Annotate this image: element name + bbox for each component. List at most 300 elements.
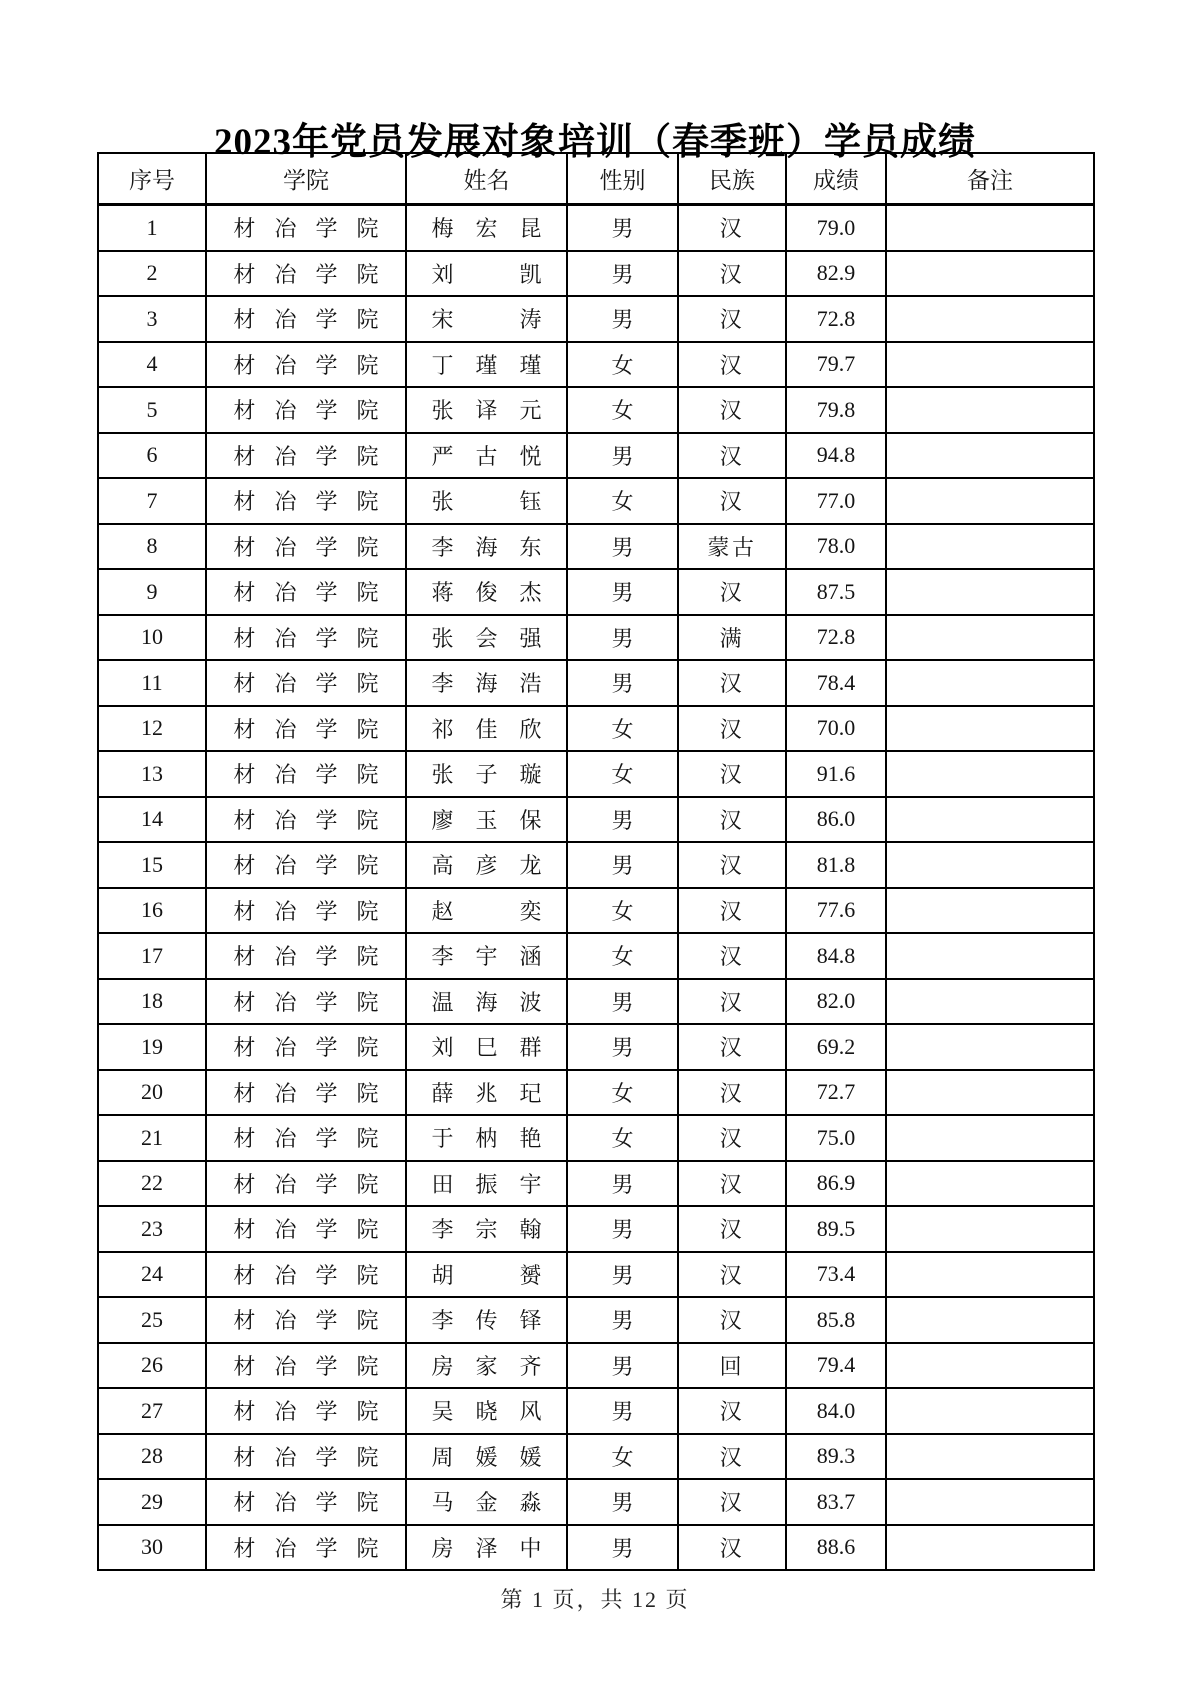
- scores-table: [97, 152, 1095, 1571]
- cell-name: [406, 1252, 567, 1298]
- table-row: [98, 1297, 1094, 1343]
- cell-score: [786, 1525, 886, 1571]
- table-row: [98, 660, 1094, 706]
- cell-score: [786, 1479, 886, 1525]
- cell-college: [206, 1115, 406, 1161]
- cell-no: 11: [98, 660, 206, 706]
- cell-no: 15: [98, 842, 206, 888]
- cell-remark: [886, 842, 1094, 888]
- cell-remark: [886, 933, 1094, 979]
- cell-ethnicity: [678, 797, 786, 843]
- cell-remark: [886, 1024, 1094, 1070]
- cell-gender: 男: [567, 433, 678, 479]
- cell-name: [406, 1297, 567, 1343]
- cell-ethnicity: [678, 1388, 786, 1434]
- cell-name: [406, 933, 567, 979]
- cell-score: [786, 569, 886, 615]
- cell-remark: [886, 615, 1094, 661]
- spread-text: 田 振 宇: [431, 1171, 542, 1197]
- cell-score: [786, 478, 886, 524]
- spread-text: 材 冶 学 院: [233, 1308, 379, 1334]
- spread-text: 材 冶 学 院: [233, 1035, 379, 1061]
- cell-college: [206, 433, 406, 479]
- spread-text: 梅 宏 昆: [431, 216, 542, 242]
- spread-text: 严 古 悦: [431, 443, 542, 469]
- spread-text: 薛 兆 玘: [431, 1080, 542, 1106]
- spread-text: 李 海 东: [431, 534, 542, 560]
- cell-name: [406, 1161, 567, 1207]
- cell-name: [406, 1024, 567, 1070]
- spread-text: 宋 涛: [431, 307, 542, 333]
- cell-score: [786, 1388, 886, 1434]
- cell-no: 7: [98, 478, 206, 524]
- cell-ethnicity: [678, 751, 786, 797]
- cell-no: 6: [98, 433, 206, 479]
- cell-ethnicity: [678, 842, 786, 888]
- spread-text: 材 冶 学 院: [233, 671, 379, 697]
- cell-name: [406, 205, 567, 251]
- spread-text: 胡 赟: [431, 1262, 542, 1288]
- table-row: [98, 251, 1094, 297]
- cell-college: [206, 569, 406, 615]
- score-text: 89.3: [816, 1443, 856, 1469]
- score-text: 87.5: [816, 578, 856, 604]
- score-text: 94.8: [816, 442, 856, 468]
- cell-no: 28: [98, 1434, 206, 1480]
- cell-college: [206, 524, 406, 570]
- cell-name: [406, 1115, 567, 1161]
- table-row: [98, 433, 1094, 479]
- cell-college: [206, 1525, 406, 1571]
- score-text: 79.0: [816, 214, 856, 240]
- cell-name: [406, 1525, 567, 1571]
- cell-no: 24: [98, 1252, 206, 1298]
- cell-gender: 男: [567, 1297, 678, 1343]
- score-text: 73.4: [816, 1261, 856, 1287]
- cell-college: [206, 1297, 406, 1343]
- spread-text: 温 海 波: [431, 989, 542, 1015]
- cell-gender: 女: [567, 1434, 678, 1480]
- cell-remark: [886, 706, 1094, 752]
- spread-text: 丁 瑾 瑾: [431, 352, 542, 378]
- cell-college: [206, 615, 406, 661]
- score-text: 69.2: [816, 1033, 856, 1059]
- score-text: 84.8: [816, 942, 856, 968]
- ethnicity-text: 汉: [719, 307, 745, 333]
- spread-text: 材 冶 学 院: [233, 1217, 379, 1243]
- ethnicity-text: 汉: [719, 398, 745, 424]
- ethnicity-text: 汉: [719, 1126, 745, 1152]
- column-header-6: 备注: [886, 153, 1094, 205]
- spread-text: 材 冶 学 院: [233, 1353, 379, 1379]
- page-title: 2023年党员发展对象培训（春季班）学员成绩: [214, 121, 976, 163]
- spread-text: 吴 晓 风: [431, 1399, 542, 1425]
- cell-no: 26: [98, 1343, 206, 1389]
- spread-text: 材 冶 学 院: [233, 807, 379, 833]
- ethnicity-text: 蒙古: [707, 534, 757, 560]
- table-row: [98, 1070, 1094, 1116]
- ethnicity-text: 汉: [719, 1308, 745, 1334]
- column-header-3: 性别: [567, 153, 678, 205]
- cell-remark: [886, 660, 1094, 706]
- cell-no: 5: [98, 387, 206, 433]
- cell-ethnicity: [678, 979, 786, 1025]
- table-row: [98, 1388, 1094, 1434]
- ethnicity-text: 汉: [719, 352, 745, 378]
- cell-gender: 女: [567, 1115, 678, 1161]
- cell-score: [786, 706, 886, 752]
- cell-no: 10: [98, 615, 206, 661]
- cell-name: [406, 797, 567, 843]
- cell-ethnicity: [678, 478, 786, 524]
- cell-ethnicity: [678, 296, 786, 342]
- cell-ethnicity: [678, 615, 786, 661]
- score-text: 86.9: [816, 1170, 856, 1196]
- cell-college: [206, 660, 406, 706]
- cell-name: [406, 1343, 567, 1389]
- cell-ethnicity: [678, 1525, 786, 1571]
- cell-gender: 女: [567, 478, 678, 524]
- cell-gender: 男: [567, 842, 678, 888]
- cell-score: [786, 979, 886, 1025]
- cell-remark: [886, 569, 1094, 615]
- spread-text: 周 媛 媛: [431, 1444, 542, 1470]
- cell-remark: [886, 1206, 1094, 1252]
- cell-no: 20: [98, 1070, 206, 1116]
- cell-gender: 男: [567, 979, 678, 1025]
- cell-name: [406, 251, 567, 297]
- ethnicity-text: 回: [719, 1353, 745, 1379]
- score-text: 79.4: [816, 1352, 856, 1378]
- cell-score: [786, 615, 886, 661]
- cell-remark: [886, 1525, 1094, 1571]
- table-row: [98, 615, 1094, 661]
- ethnicity-text: 汉: [719, 443, 745, 469]
- table-row: [98, 1525, 1094, 1571]
- spread-text: 材 冶 学 院: [233, 534, 379, 560]
- cell-college: [206, 933, 406, 979]
- cell-name: [406, 888, 567, 934]
- cell-gender: 男: [567, 1343, 678, 1389]
- cell-ethnicity: [678, 1252, 786, 1298]
- table-row: [98, 1206, 1094, 1252]
- cell-no: 17: [98, 933, 206, 979]
- score-text: 75.0: [816, 1124, 856, 1150]
- cell-score: [786, 205, 886, 251]
- cell-college: [206, 842, 406, 888]
- cell-no: 27: [98, 1388, 206, 1434]
- table-row: [98, 478, 1094, 524]
- cell-name: [406, 751, 567, 797]
- cell-remark: [886, 1161, 1094, 1207]
- cell-ethnicity: [678, 1434, 786, 1480]
- ethnicity-text: 汉: [719, 261, 745, 287]
- table-row: [98, 842, 1094, 888]
- spread-text: 李 传 铎: [431, 1308, 542, 1334]
- cell-no: 22: [98, 1161, 206, 1207]
- ethnicity-text: 汉: [719, 1535, 745, 1561]
- ethnicity-text: 汉: [719, 1262, 745, 1288]
- score-text: 70.0: [816, 715, 856, 741]
- cell-remark: [886, 433, 1094, 479]
- cell-score: [786, 842, 886, 888]
- spread-text: 高 彦 龙: [431, 853, 542, 879]
- cell-score: [786, 433, 886, 479]
- spread-text: 材 冶 学 院: [233, 580, 379, 606]
- cell-remark: [886, 1343, 1094, 1389]
- table-row: [98, 979, 1094, 1025]
- cell-name: [406, 433, 567, 479]
- score-text: 83.7: [816, 1488, 856, 1514]
- cell-score: [786, 296, 886, 342]
- table-row: [98, 706, 1094, 752]
- cell-name: [406, 387, 567, 433]
- cell-score: [786, 1297, 886, 1343]
- cell-ethnicity: [678, 1070, 786, 1116]
- spread-text: 材 冶 学 院: [233, 762, 379, 788]
- table-row: [98, 296, 1094, 342]
- ethnicity-text: 汉: [719, 1171, 745, 1197]
- cell-ethnicity: [678, 342, 786, 388]
- cell-college: [206, 251, 406, 297]
- ethnicity-text: 汉: [719, 671, 745, 697]
- ethnicity-text: 汉: [719, 1217, 745, 1243]
- cell-no: 12: [98, 706, 206, 752]
- cell-score: [786, 660, 886, 706]
- cell-college: [206, 205, 406, 251]
- cell-ethnicity: [678, 1343, 786, 1389]
- cell-college: [206, 1479, 406, 1525]
- score-text: 89.5: [816, 1215, 856, 1241]
- spread-text: 材 冶 学 院: [233, 443, 379, 469]
- cell-remark: [886, 524, 1094, 570]
- spread-text: 材 冶 学 院: [233, 216, 379, 242]
- cell-gender: 男: [567, 797, 678, 843]
- cell-no: 13: [98, 751, 206, 797]
- cell-gender: 男: [567, 1479, 678, 1525]
- spread-text: 材 冶 学 院: [233, 989, 379, 1015]
- cell-ethnicity: [678, 660, 786, 706]
- ethnicity-text: 汉: [719, 1399, 745, 1425]
- score-text: 79.8: [816, 396, 856, 422]
- cell-college: [206, 706, 406, 752]
- cell-name: [406, 1206, 567, 1252]
- cell-name: [406, 706, 567, 752]
- cell-college: [206, 1161, 406, 1207]
- cell-no: 29: [98, 1479, 206, 1525]
- cell-name: [406, 342, 567, 388]
- ethnicity-text: 汉: [719, 762, 745, 788]
- cell-ethnicity: [678, 888, 786, 934]
- cell-remark: [886, 751, 1094, 797]
- cell-gender: 男: [567, 569, 678, 615]
- cell-name: [406, 524, 567, 570]
- cell-score: [786, 888, 886, 934]
- table-row: [98, 751, 1094, 797]
- cell-ethnicity: [678, 1206, 786, 1252]
- table-row: [98, 933, 1094, 979]
- cell-ethnicity: [678, 433, 786, 479]
- cell-score: [786, 1161, 886, 1207]
- spread-text: 材 冶 学 院: [233, 944, 379, 970]
- cell-name: [406, 842, 567, 888]
- cell-gender: 女: [567, 888, 678, 934]
- ethnicity-text: 汉: [719, 1080, 745, 1106]
- cell-score: [786, 1070, 886, 1116]
- cell-gender: 男: [567, 660, 678, 706]
- cell-ethnicity: [678, 205, 786, 251]
- spread-text: 材 冶 学 院: [233, 625, 379, 651]
- column-header-1: 学院: [206, 153, 406, 205]
- spread-text: 材 冶 学 院: [233, 1444, 379, 1470]
- spread-text: 材 冶 学 院: [233, 1490, 379, 1516]
- cell-gender: 男: [567, 205, 678, 251]
- table-row: [98, 1161, 1094, 1207]
- cell-gender: 男: [567, 615, 678, 661]
- spread-text: 材 冶 学 院: [233, 1126, 379, 1152]
- cell-no: 14: [98, 797, 206, 843]
- column-header-4: 民族: [678, 153, 786, 205]
- score-text: 72.7: [816, 1079, 856, 1105]
- cell-gender: 男: [567, 1252, 678, 1298]
- table-row: [98, 797, 1094, 843]
- table-row: [98, 1434, 1094, 1480]
- score-text: 72.8: [816, 624, 856, 650]
- column-header-2: 姓名: [406, 153, 567, 205]
- score-text: 77.6: [816, 897, 856, 923]
- table-row: [98, 888, 1094, 934]
- cell-remark: [886, 251, 1094, 297]
- cell-score: [786, 933, 886, 979]
- spread-text: 李 宇 涵: [431, 944, 542, 970]
- cell-score: [786, 1252, 886, 1298]
- score-text: 77.0: [816, 487, 856, 513]
- cell-college: [206, 1024, 406, 1070]
- table-row: [98, 205, 1094, 251]
- ethnicity-text: 汉: [719, 716, 745, 742]
- cell-no: 16: [98, 888, 206, 934]
- cell-ethnicity: [678, 1024, 786, 1070]
- score-text: 91.6: [816, 760, 856, 786]
- score-text: 84.0: [816, 1397, 856, 1423]
- cell-no: 2: [98, 251, 206, 297]
- spread-text: 材 冶 学 院: [233, 898, 379, 924]
- score-text: 78.4: [816, 669, 856, 695]
- ethnicity-text: 汉: [719, 944, 745, 970]
- cell-no: 8: [98, 524, 206, 570]
- cell-gender: 女: [567, 706, 678, 752]
- score-text: 78.0: [816, 533, 856, 559]
- cell-no: 3: [98, 296, 206, 342]
- cell-gender: 女: [567, 751, 678, 797]
- table-row: [98, 524, 1094, 570]
- cell-gender: 男: [567, 1388, 678, 1434]
- spread-text: 张 译 元: [431, 398, 542, 424]
- ethnicity-text: 汉: [719, 216, 745, 242]
- cell-score: [786, 342, 886, 388]
- cell-score: [786, 524, 886, 570]
- table-row: [98, 1479, 1094, 1525]
- cell-name: [406, 1434, 567, 1480]
- spread-text: 材 冶 学 院: [233, 1535, 379, 1561]
- spread-text: 材 冶 学 院: [233, 489, 379, 515]
- cell-college: [206, 979, 406, 1025]
- ethnicity-text: 汉: [719, 853, 745, 879]
- cell-remark: [886, 342, 1094, 388]
- ethnicity-text: 汉: [719, 580, 745, 606]
- cell-remark: [886, 1434, 1094, 1480]
- cell-no: 19: [98, 1024, 206, 1070]
- ethnicity-text: 汉: [719, 489, 745, 515]
- cell-gender: 女: [567, 387, 678, 433]
- cell-college: [206, 387, 406, 433]
- cell-gender: 男: [567, 251, 678, 297]
- cell-name: [406, 478, 567, 524]
- spread-text: 于 枘 艳: [431, 1126, 542, 1152]
- cell-no: 1: [98, 205, 206, 251]
- table-row: [98, 387, 1094, 433]
- ethnicity-text: 汉: [719, 1444, 745, 1470]
- cell-college: [206, 1388, 406, 1434]
- spread-text: 刘 巳 群: [431, 1035, 542, 1061]
- cell-score: [786, 1115, 886, 1161]
- score-text: 82.0: [816, 988, 856, 1014]
- cell-score: [786, 1343, 886, 1389]
- cell-score: [786, 251, 886, 297]
- table-row: [98, 1024, 1094, 1070]
- cell-ethnicity: [678, 569, 786, 615]
- cell-name: [406, 1479, 567, 1525]
- cell-ethnicity: [678, 933, 786, 979]
- spread-text: 材 冶 学 院: [233, 1399, 379, 1425]
- cell-score: [786, 1434, 886, 1480]
- spread-text: 张 钰: [431, 489, 542, 515]
- table-header-row: [98, 153, 1094, 205]
- spread-text: 材 冶 学 院: [233, 398, 379, 424]
- cell-no: 9: [98, 569, 206, 615]
- cell-name: [406, 1070, 567, 1116]
- cell-ethnicity: [678, 387, 786, 433]
- spread-text: 祁 佳 欣: [431, 716, 542, 742]
- spread-text: 房 家 齐: [431, 1353, 542, 1379]
- cell-college: [206, 1070, 406, 1116]
- cell-gender: 男: [567, 1525, 678, 1571]
- cell-gender: 男: [567, 1206, 678, 1252]
- cell-remark: [886, 1388, 1094, 1434]
- cell-college: [206, 478, 406, 524]
- table-row: [98, 1252, 1094, 1298]
- table-row: [98, 569, 1094, 615]
- cell-gender: 女: [567, 1070, 678, 1116]
- cell-ethnicity: [678, 1115, 786, 1161]
- cell-ethnicity: [678, 251, 786, 297]
- column-header-5: 成绩: [786, 153, 886, 205]
- spread-text: 材 冶 学 院: [233, 352, 379, 378]
- cell-no: 23: [98, 1206, 206, 1252]
- cell-college: [206, 296, 406, 342]
- ethnicity-text: 汉: [719, 1035, 745, 1061]
- cell-remark: [886, 1070, 1094, 1116]
- cell-remark: [886, 979, 1094, 1025]
- cell-remark: [886, 1252, 1094, 1298]
- score-text: 82.9: [816, 260, 856, 286]
- score-text: 86.0: [816, 806, 856, 832]
- cell-college: [206, 1206, 406, 1252]
- cell-ethnicity: [678, 524, 786, 570]
- score-text: 81.8: [816, 851, 856, 877]
- spread-text: 廖 玉 保: [431, 807, 542, 833]
- spread-text: 刘 凯: [431, 261, 542, 287]
